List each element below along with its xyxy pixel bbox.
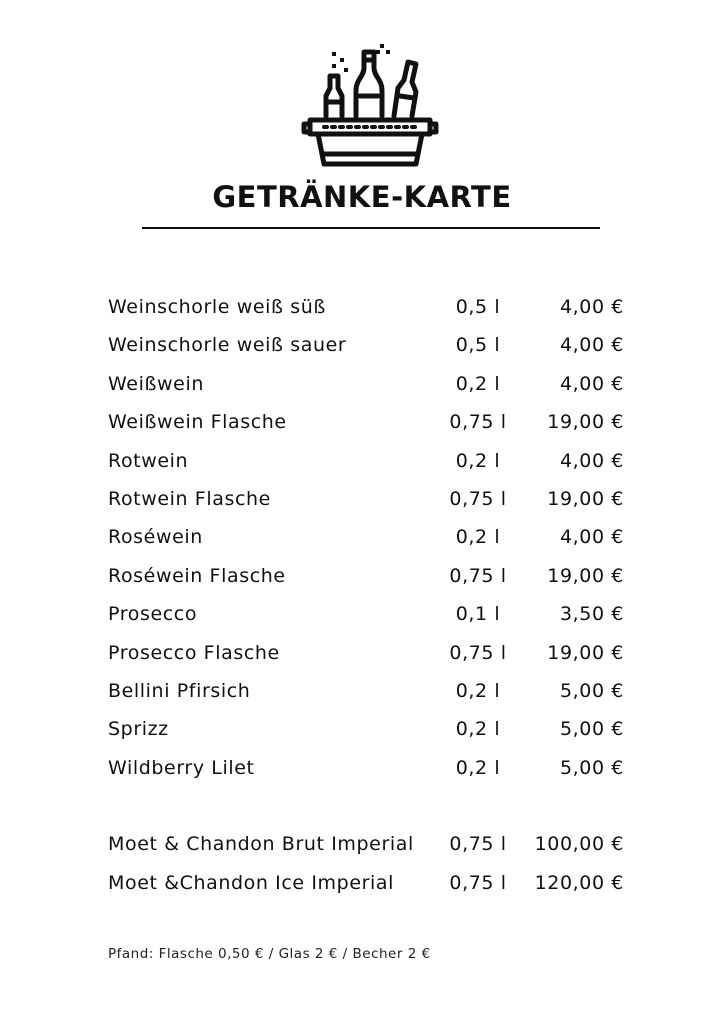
drink-name: Rotwein — [108, 449, 189, 472]
drink-volume: 0,75 l — [449, 871, 507, 894]
drink-volume: 0,2 l — [455, 756, 501, 779]
menu-row — [108, 365, 628, 403]
drink-name: Weißwein — [108, 372, 204, 395]
section-spacer — [108, 787, 628, 825]
menu-row — [108, 557, 628, 595]
drink-price: 4,00 € — [559, 449, 624, 472]
drink-volume: 0,75 l — [449, 641, 507, 664]
menu-row — [108, 326, 628, 364]
drink-price: 4,00 € — [559, 372, 624, 395]
deposit-note: Pfand: Flasche 0,50 € / Glas 2 € / Becher 2 € — [108, 946, 431, 962]
drink-price: 4,00 € — [559, 526, 624, 549]
drink-price: 4,00 € — [559, 296, 624, 318]
drink-price: 19,00 € — [547, 411, 624, 434]
drink-price: 5,00 € — [559, 718, 624, 741]
drink-volume: 0,1 l — [455, 603, 501, 626]
drinks-menu — [108, 288, 628, 902]
menu-row — [108, 288, 628, 326]
drink-name: Weißwein Flasche — [108, 411, 287, 434]
drink-name: Roséwein — [108, 526, 203, 549]
menu-row — [108, 518, 628, 556]
drink-price: 120,00 € — [534, 871, 624, 894]
menu-row — [108, 442, 628, 480]
menu-row — [108, 864, 628, 902]
champagne-bucket-icon — [300, 40, 440, 170]
drink-name: Wildberry Lilet — [108, 756, 255, 779]
drink-name: Rotwein Flasche — [108, 487, 271, 510]
drink-volume: 0,2 l — [455, 449, 501, 472]
drink-name: Sprizz — [108, 718, 169, 741]
drink-price: 19,00 € — [547, 564, 624, 587]
drink-price: 5,00 € — [559, 756, 624, 779]
drink-name: Weinschorle weiß sauer — [108, 334, 347, 357]
drink-name: Moet & Chandon Brut Imperial — [108, 833, 414, 856]
menu-row — [108, 749, 628, 787]
drink-volume: 0,5 l — [455, 334, 501, 357]
title-divider — [142, 227, 600, 229]
drink-volume: 0,2 l — [455, 526, 501, 549]
drink-name: Prosecco Flasche — [108, 641, 280, 664]
drink-volume: 0,5 l — [455, 296, 501, 318]
menu-row — [108, 672, 628, 710]
drink-price: 5,00 € — [559, 679, 624, 702]
drink-volume: 0,2 l — [455, 679, 501, 702]
menu-row — [108, 403, 628, 441]
drink-price: 3,50 € — [559, 603, 624, 626]
menu-row — [108, 710, 628, 748]
drink-volume: 0,75 l — [449, 564, 507, 587]
drink-price: 4,00 € — [559, 334, 624, 357]
menu-row — [108, 634, 628, 672]
menu-row — [108, 595, 628, 633]
drink-volume: 0,2 l — [455, 718, 501, 741]
drink-price: 19,00 € — [547, 487, 624, 510]
page-title: GETRÄNKE-KARTE — [212, 180, 512, 214]
drink-price: 100,00 € — [534, 833, 624, 856]
drink-name: Roséwein Flasche — [108, 564, 286, 587]
menu-row — [108, 825, 628, 863]
drink-volume: 0,75 l — [449, 487, 507, 510]
drink-volume: 0,75 l — [449, 411, 507, 434]
drink-name: Bellini Pfirsich — [108, 679, 251, 702]
drink-name: Moet &Chandon Ice Imperial — [108, 871, 395, 894]
drink-price: 19,00 € — [547, 641, 624, 664]
drink-volume: 0,75 l — [449, 833, 507, 856]
drink-name: Prosecco — [108, 603, 198, 626]
drink-name: Weinschorle weiß süß — [108, 296, 326, 318]
drink-volume: 0,2 l — [455, 372, 501, 395]
menu-row — [108, 480, 628, 518]
